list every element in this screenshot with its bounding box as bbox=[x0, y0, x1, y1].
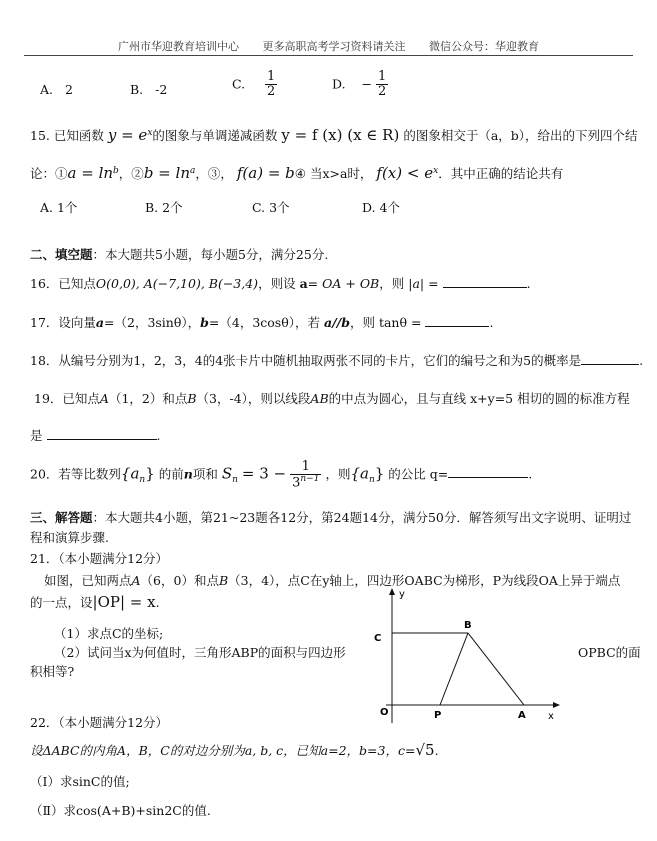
label-O: O bbox=[380, 707, 389, 718]
answer-blank[interactable] bbox=[47, 426, 157, 440]
q20: 20．若等比数列$\{a_n\}$ 的前n项和 $S_n = 3$ − $\frac{1}{3^{n-1}}$ ，则$\{a_n\}$ 的公比 q= . bbox=[30, 459, 533, 490]
q14-option-b: B. -2 bbox=[130, 82, 168, 97]
q21-title: 21．（本小题满分12分） bbox=[30, 551, 169, 566]
q21-line1: 如图，已知两点A（6，0）和点B（3，4），点C在y轴上，四边形OABC为梯形，P为线段OA上异于端点 bbox=[44, 573, 621, 588]
answer-blank[interactable] bbox=[443, 274, 527, 288]
label-C: C bbox=[374, 633, 382, 644]
q22-part1: （Ⅰ）求sinC的值; bbox=[30, 774, 130, 789]
label-B: B bbox=[464, 620, 472, 631]
q19-line2: 是 . bbox=[30, 428, 161, 443]
q22-title: 22．（本小题满分12分） bbox=[30, 715, 169, 730]
y-axis-arrow bbox=[389, 588, 395, 595]
answer-blank[interactable] bbox=[581, 351, 639, 365]
q17: 17．设向量a=（2，3sinθ），b=（4，3cosθ），若 a//b，则 tanθ = . bbox=[30, 315, 494, 330]
fraction: $\frac{1}{3^{n-1}}$ bbox=[292, 459, 320, 490]
segment-BA bbox=[468, 633, 524, 705]
label-y: y bbox=[399, 589, 405, 600]
segment-BP bbox=[440, 633, 468, 705]
q22-part2: （Ⅱ）求cos(A+B)+sin2C的值. bbox=[30, 803, 211, 818]
label-A: A bbox=[518, 710, 526, 721]
q18: 18．从编号分别为1，2，3，4的4张卡片中随机抽取两张不同的卡片，它们的编号之和为5的概率是 . bbox=[30, 353, 644, 368]
trapezoid-figure bbox=[368, 585, 568, 733]
answer-blank[interactable] bbox=[425, 313, 489, 327]
header-org: 广州市华迎教育培训中心 bbox=[118, 40, 239, 53]
q15-option-b: B. 2个 bbox=[145, 200, 183, 215]
section-2-heading: 二、填空题：本大题共5小题，每小题5分，满分25分. bbox=[30, 247, 329, 262]
x-axis-arrow bbox=[553, 702, 560, 708]
q15-line1: 15. 已知函数 $y = e^x$的图象与单调递减函数 y = f (x) (x ∈ R) 的图象相交于（a，b），给出的下列四个结 bbox=[30, 126, 638, 144]
header-wechat: 微信公众号：华迎教育 bbox=[429, 40, 539, 53]
q21-sub1: （1）求点C的坐标; bbox=[54, 626, 164, 641]
q14-option-a: A. 2 bbox=[40, 82, 73, 97]
q15-option-c: C. 3个 bbox=[252, 200, 290, 215]
label-x: x bbox=[548, 711, 554, 722]
header-rule bbox=[24, 55, 633, 56]
section-3-heading-cont: 程和演算步骤. bbox=[30, 530, 109, 545]
q21-sub3: 积相等? bbox=[30, 664, 75, 679]
q15-option-a: A. 1个 bbox=[40, 200, 78, 215]
q14-option-c: C. $\frac{1}{2}$ bbox=[232, 69, 276, 99]
label-P: P bbox=[434, 710, 442, 721]
q15-line2: 论：①a = $\ln^b$，②b = $\ln^a$，③， f(a) = b④ 当x>a时， $f(x) < e^x$．其中正确的结论共有 bbox=[30, 164, 564, 182]
q19-line1: 19．已知点A（1，2）和点B（3，-4），则以线段AB的中点为圆心，且与直线 x+y=5 相切的圆的标准方程 bbox=[34, 391, 630, 406]
fraction: $\frac{1}{2}$ bbox=[377, 69, 387, 99]
q16: 16．已知点O(0,0), A(−7,10), B(−3,4)，则设 a= OA + OB，则 |a| = . bbox=[30, 276, 531, 291]
fraction: $\frac{1}{2}$ bbox=[266, 69, 276, 99]
section-3-heading: 三、解答题：本大题共4小题，第21~23题各12分，第24题14分，满分50分．解答须写出文字说明、证明过 bbox=[30, 510, 632, 525]
q14-option-d: D. − $\frac{1}{2}$ bbox=[332, 69, 387, 99]
q15-option-d: D. 4个 bbox=[362, 200, 400, 215]
answer-blank[interactable] bbox=[448, 464, 528, 478]
q21-sub2: （2）试问当x为何值时，三角形ABP的面积与四边形 bbox=[54, 645, 346, 660]
page-header bbox=[0, 38, 657, 54]
q21-sub2-cont: OPBC的面 bbox=[578, 645, 641, 660]
q22-line1: 设ΔABC的内角A，B，C的对边分别为a, b, c，已知a=2，b=3，c=√5. bbox=[30, 741, 439, 759]
header-note: 更多高职高考学习资料请关注 bbox=[262, 40, 406, 53]
q21-line2: 的一点，设|OP| = x. bbox=[30, 593, 160, 611]
